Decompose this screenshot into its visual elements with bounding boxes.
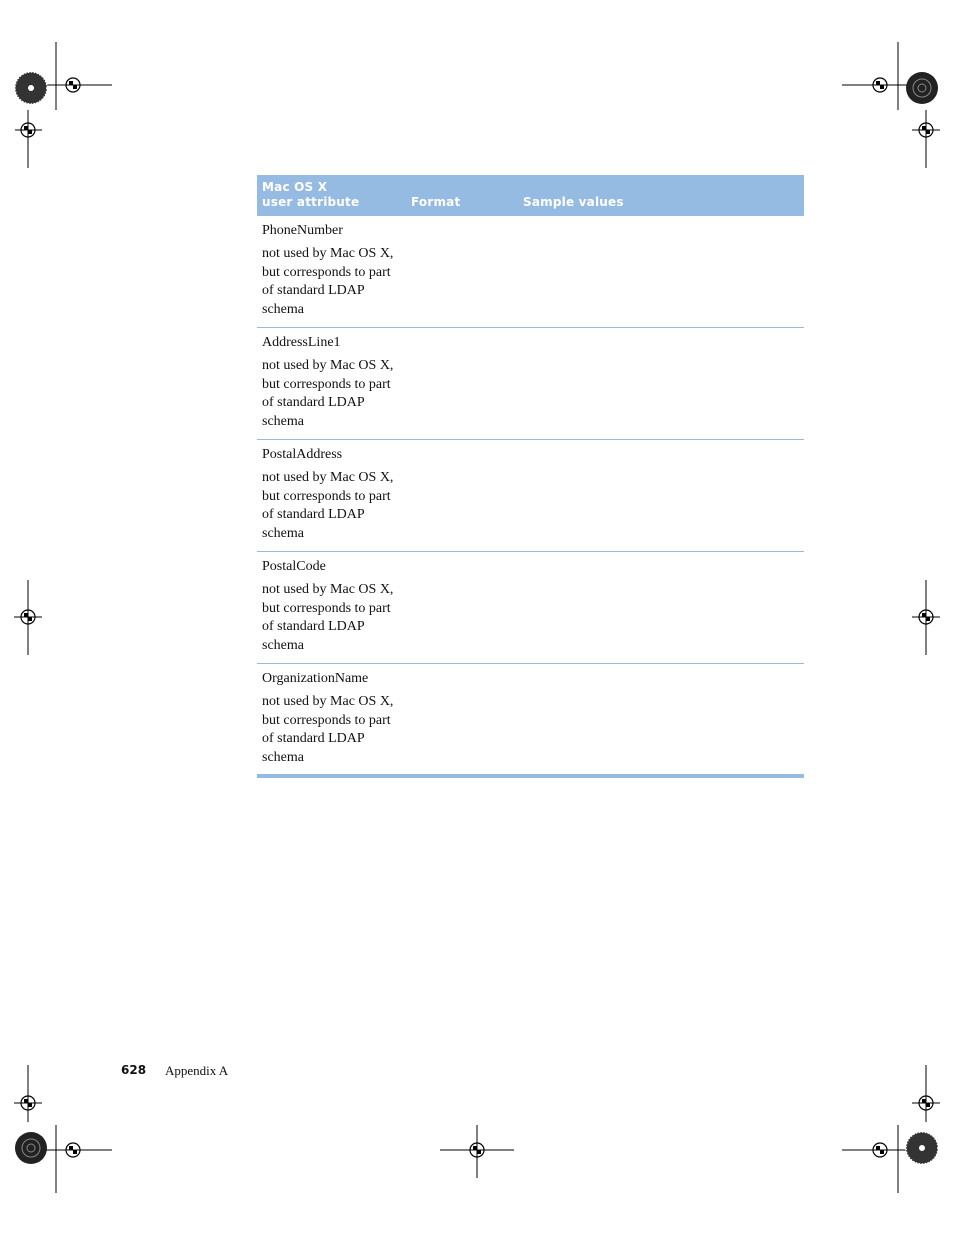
attribute-description: not used by Mac OS X, but corresponds to part of standard LDAP schema [262, 470, 394, 542]
column-header-attribute [262, 180, 359, 210]
attribute-description: not used by Mac OS X, but corresponds to part of standard LDAP schema [262, 694, 394, 766]
attribute-table [257, 175, 804, 778]
attribute-description: not used by Mac OS X, but corresponds to part of standard LDAP schema [262, 246, 394, 318]
attribute-name: AddressLine1 [262, 335, 341, 350]
column-header-attribute-line2: user attribute [262, 195, 360, 209]
column-header-attribute-line1: Mac OS X [262, 180, 328, 194]
column-header-sample-values: Sample values [523, 195, 624, 209]
table-row [257, 440, 804, 552]
section-label: Appendix A [165, 1063, 229, 1078]
attribute-name: PostalAddress [262, 447, 343, 462]
attribute-name: PostalCode [262, 559, 326, 574]
table-row [257, 664, 804, 778]
attribute-name: OrganizationName [262, 671, 369, 686]
column-header-format: Format [411, 195, 461, 209]
page-number: 628 [121, 1063, 147, 1077]
attribute-name: PhoneNumber [262, 223, 343, 238]
attribute-description: not used by Mac OS X, but corresponds to part of standard LDAP schema [262, 358, 394, 430]
table-header [257, 175, 804, 216]
table-row [257, 328, 804, 440]
attribute-description: not used by Mac OS X, but corresponds to part of standard LDAP schema [262, 582, 394, 654]
table-row [257, 552, 804, 664]
table-row [257, 216, 804, 328]
